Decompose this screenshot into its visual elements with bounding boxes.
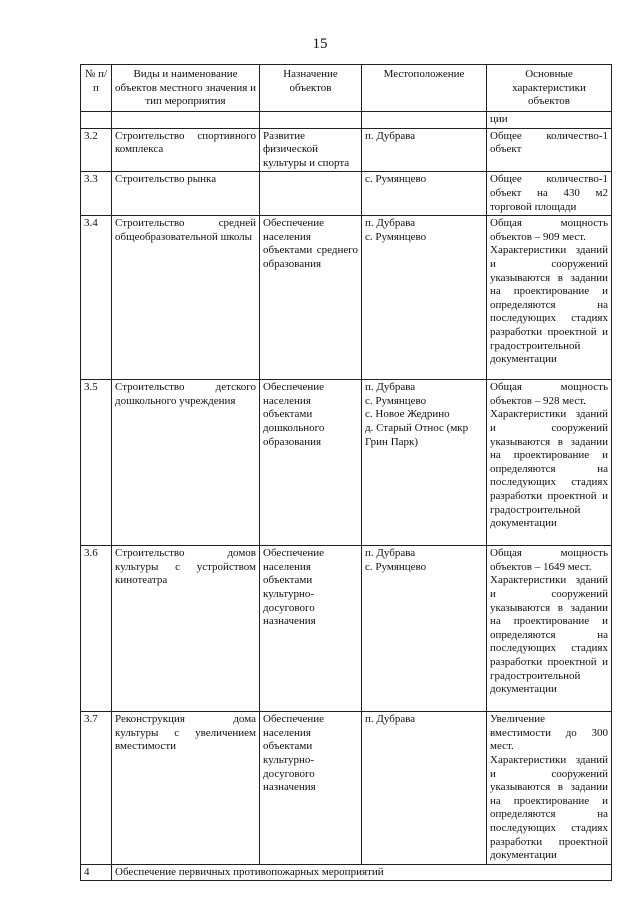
object-kind: Строительство рынка bbox=[112, 172, 260, 216]
location-line: с. Румянцево bbox=[365, 230, 427, 243]
characteristics-paragraph: Общая мощность объектов – 909 мест. bbox=[490, 217, 608, 243]
object-characteristics bbox=[487, 128, 612, 172]
header-characteristics: Основные характеристики объектов bbox=[487, 65, 612, 112]
table-row bbox=[81, 546, 612, 712]
table-row bbox=[81, 380, 612, 546]
location-line: с. Румянцево bbox=[365, 560, 427, 573]
characteristics-paragraph: Характеристики зданий и сооружений указываются в задании на проектирование и определяются на последующих стадиях разработки проектной и градостроительной документации bbox=[490, 574, 608, 696]
object-purpose: Обеспечение населения объектами культурно-досугового назначения bbox=[260, 712, 362, 865]
location-line: д. Старый Относ (мкр Грин Парк) bbox=[365, 421, 469, 448]
object-kind: Строительство домов культуры с устройством кинотеатра bbox=[112, 546, 260, 712]
location-line: п. Дубрава bbox=[365, 129, 416, 142]
object-location bbox=[362, 546, 487, 712]
row-number: 3.3 bbox=[81, 172, 112, 216]
object-location bbox=[362, 216, 487, 380]
page-number: 15 bbox=[312, 36, 328, 52]
object-location bbox=[362, 712, 487, 865]
object-characteristics bbox=[487, 380, 612, 546]
location-line: п. Дубрава bbox=[365, 217, 416, 230]
row-number: 3.2 bbox=[81, 128, 112, 172]
object-characteristics bbox=[487, 216, 612, 380]
section-title: Обеспечение первичных противопожарных мероприятий bbox=[112, 864, 612, 881]
object-purpose: Обеспечение населения объектами дошкольного образования bbox=[260, 380, 362, 546]
table-header-row bbox=[81, 65, 612, 112]
location-line: с. Новое Жедрино bbox=[365, 408, 450, 421]
header-purpose: Назначение объектов bbox=[260, 65, 362, 112]
row-number: 3.7 bbox=[81, 712, 112, 865]
object-kind: Реконструкция дома культуры с увеличением вместимости bbox=[112, 712, 260, 865]
row-number: 3.4 bbox=[81, 216, 112, 380]
table-row bbox=[81, 172, 612, 216]
characteristics-paragraph: Общая мощность объектов – 928 мест. bbox=[490, 381, 608, 407]
object-characteristics bbox=[487, 712, 612, 865]
object-characteristics bbox=[487, 546, 612, 712]
object-location bbox=[362, 128, 487, 172]
section-row bbox=[81, 864, 612, 881]
object-purpose bbox=[260, 172, 362, 216]
object-kind: Строительство спортивного комплекса bbox=[112, 128, 260, 172]
table-row bbox=[81, 128, 612, 172]
object-kind: Строительство детского дошкольного учреждения bbox=[112, 380, 260, 546]
object-location bbox=[362, 380, 487, 546]
location-line: п. Дубрава bbox=[365, 547, 416, 560]
continuation-row bbox=[81, 112, 612, 129]
characteristics-paragraph: Общее количество-1 объект на 430 м2 торговой площади bbox=[490, 173, 608, 213]
header-location: Местоположение bbox=[362, 65, 487, 112]
object-purpose: Развитие физической культуры и спорта bbox=[260, 128, 362, 172]
location-line: с. Румянцево bbox=[365, 173, 427, 186]
characteristics-paragraph: Характеристики зданий и сооружений указываются в задании на проектирование и определяются на последующих стадиях разработки проектной и градостроительной документации bbox=[490, 244, 608, 366]
location-line: п. Дубрава bbox=[365, 713, 416, 726]
table-row bbox=[81, 216, 612, 380]
location-line: с. Румянцево bbox=[365, 394, 427, 407]
object-purpose: Обеспечение населения объектами среднего образования bbox=[260, 216, 362, 380]
characteristics-paragraph: Характеристики зданий и сооружений указываются в задании на проектирование и определяются на последующих стадиях разработки проектной документации bbox=[490, 753, 608, 862]
objects-table bbox=[80, 64, 612, 881]
section-number: 4 bbox=[81, 864, 112, 881]
characteristics-paragraph: Общее количество-1 объект bbox=[490, 129, 608, 156]
header-kind: Виды и наименование объектов местного значения и тип мероприятия bbox=[112, 65, 260, 112]
table-row bbox=[81, 712, 612, 865]
object-kind: Строительство средней общеобразовательной школы bbox=[112, 216, 260, 380]
object-location bbox=[362, 172, 487, 216]
row-number: 3.5 bbox=[81, 380, 112, 546]
row-number: 3.6 bbox=[81, 546, 112, 712]
location-line: п. Дубрава bbox=[365, 381, 416, 394]
object-purpose: Обеспечение населения объектами культурно-досугового назначения bbox=[260, 546, 362, 712]
object-characteristics bbox=[487, 172, 612, 216]
continuation-text: ции bbox=[487, 112, 612, 129]
header-num: № п/п bbox=[81, 65, 112, 112]
characteristics-paragraph: Увеличение вместимости до 300 мест. bbox=[490, 713, 608, 753]
characteristics-paragraph: Характеристики зданий и сооружений указываются в задании на проектирование и определяются на последующих стадиях разработки проектной и градостроительной документации bbox=[490, 408, 608, 530]
characteristics-paragraph: Общая мощность объектов – 1649 мест. bbox=[490, 547, 608, 573]
